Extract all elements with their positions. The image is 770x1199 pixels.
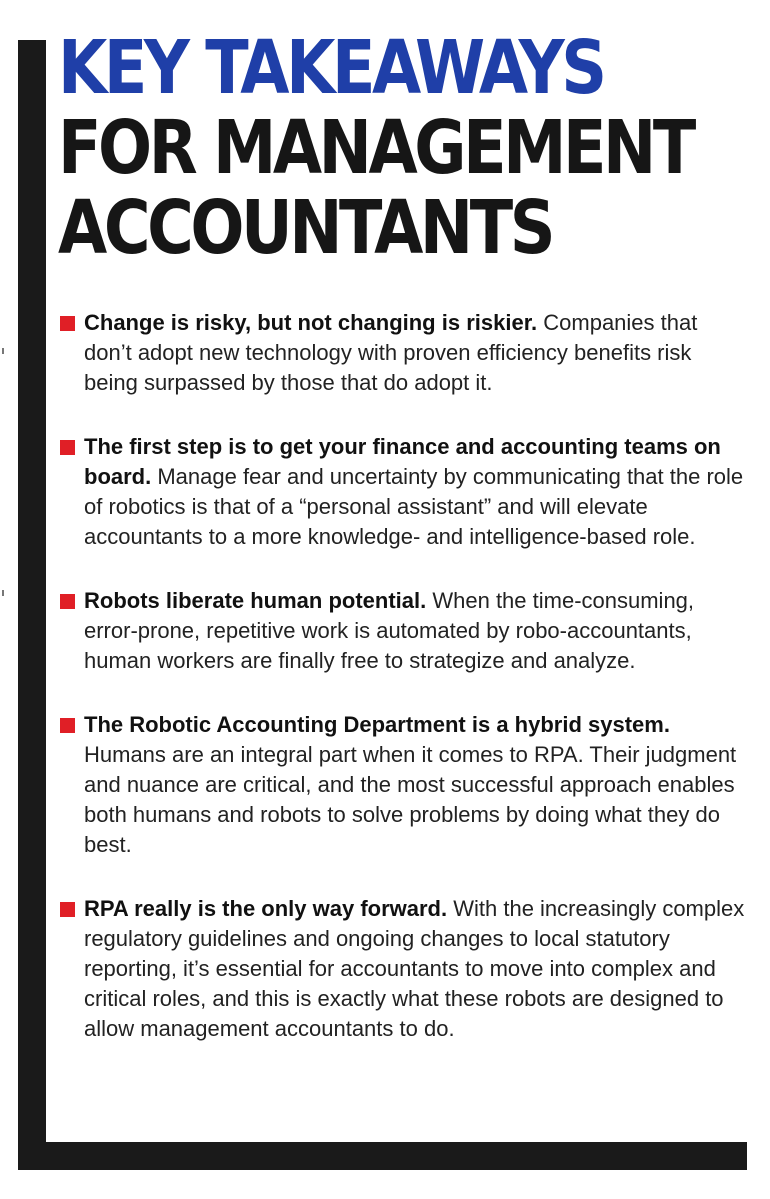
takeaway-lead: RPA really is the only way forward. xyxy=(84,896,454,921)
frame-left-bar xyxy=(18,40,46,1170)
headline-line-2: FOR MANAGEMENT xyxy=(58,105,693,191)
red-square-bullet-icon xyxy=(60,594,75,609)
takeaway-body: Companies that don’t adopt new technology with proven efficiency benefits risk being surpassed by those that do adopt it. xyxy=(84,310,698,395)
takeaway-lead: Robots liberate human potential. xyxy=(84,588,433,613)
headline-line-1: KEY TAKEAWAYS xyxy=(58,25,604,111)
takeaways-list xyxy=(58,308,748,1078)
sidebar-headline xyxy=(58,25,693,271)
takeaway-lead: The Robotic Accounting Department is a hybrid system. xyxy=(84,712,670,737)
takeaway-item-1 xyxy=(58,308,748,398)
takeaway-body: When the time-consuming, error-prone, repetitive work is automated by robo-accountants, human workers are finally free to strategize and analyze. xyxy=(84,588,695,673)
headline-line-3: ACCOUNTANTS xyxy=(58,185,553,271)
red-square-bullet-icon xyxy=(60,718,75,733)
takeaway-item-3 xyxy=(58,586,748,676)
takeaway-body: With the increasingly complex regulatory guidelines and ongoing changes to local statutory reporting, it’s essential for accountants to move into complex and critical roles, and this is exactly what these robots are designed to allow management accountants to do. xyxy=(84,896,745,1041)
takeaway-item-2 xyxy=(58,432,748,552)
crop-mark xyxy=(2,348,4,354)
red-square-bullet-icon xyxy=(60,902,75,917)
red-square-bullet-icon xyxy=(60,316,75,331)
takeaway-body: Humans are an integral part when it comes to RPA. Their judgment and nuance are critical, and the most successful approach enables both humans and robots to solve problems by doing what they do best. xyxy=(84,742,737,857)
takeaway-item-5 xyxy=(58,894,748,1044)
takeaway-item-4 xyxy=(58,710,748,860)
takeaway-body: Manage fear and uncertainty by communicating that the role of robotics is that of a “personal assistant” and will elevate accountants to a more knowledge- and intelligence-based role. xyxy=(84,464,744,549)
crop-mark xyxy=(2,590,4,596)
red-square-bullet-icon xyxy=(60,440,75,455)
takeaway-lead: Change is risky, but not changing is riskier. xyxy=(84,310,544,335)
takeaway-lead: The first step is to get your finance and accounting teams on board. xyxy=(84,434,721,489)
frame-bottom-bar xyxy=(18,1142,747,1170)
